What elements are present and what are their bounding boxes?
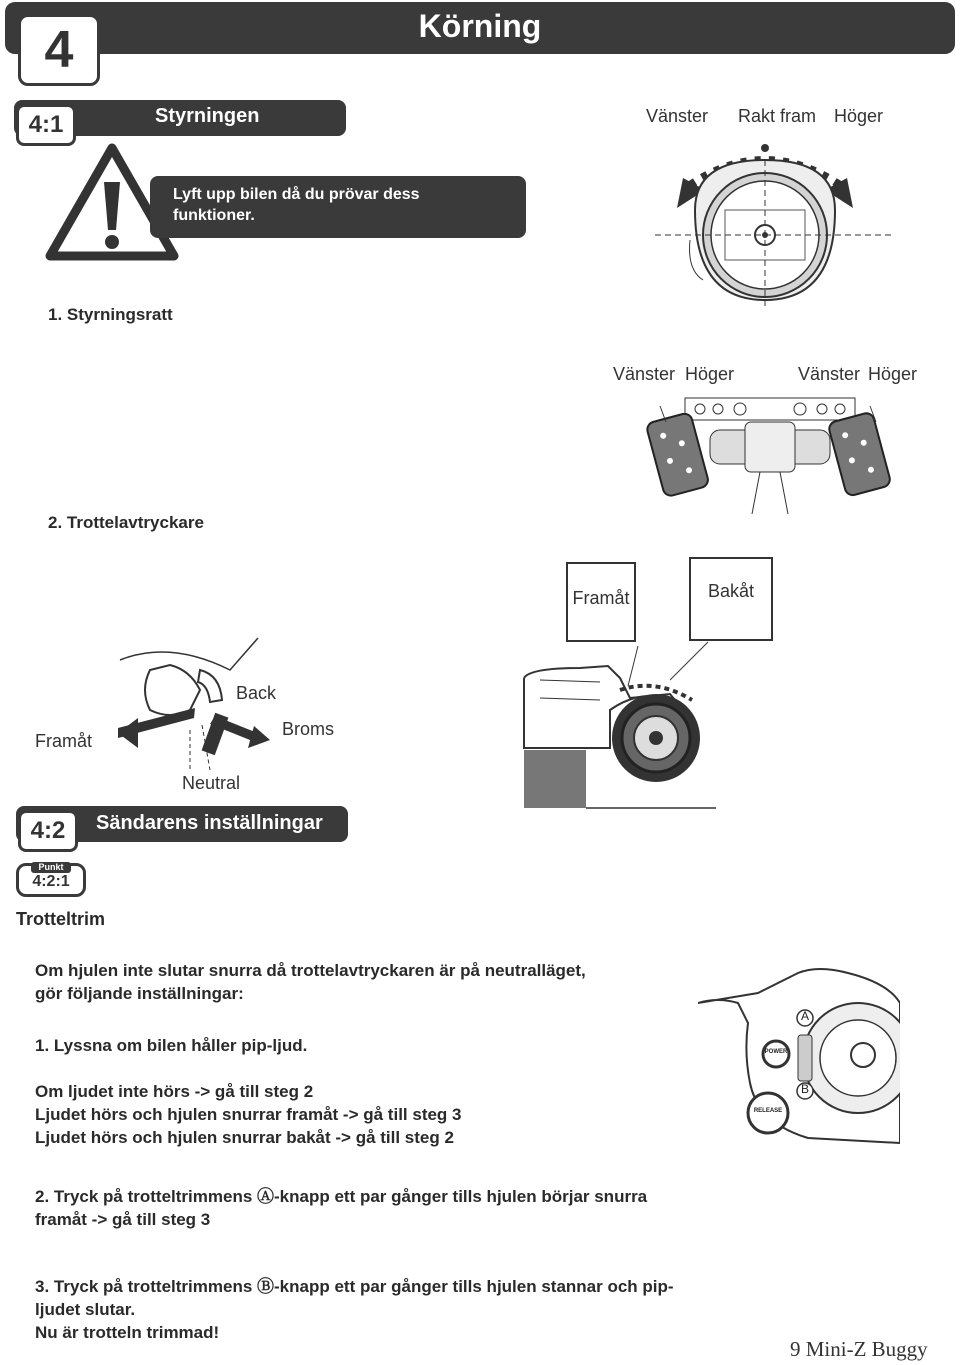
trigger-forward-label: Framåt (35, 731, 93, 751)
step-3-line-3: Nu är trotteln trimmad! (35, 1323, 220, 1342)
wheel-right-label-2: Höger (868, 364, 918, 384)
section-4-1-title: Styrningen (155, 105, 260, 127)
chapter-number: 4 (18, 14, 100, 86)
intro-line-1: Om hjulen inte slutar snurra då trottelavtryckaren är på neutralläget, (35, 961, 586, 980)
trim-a-label: A (800, 1009, 809, 1023)
point-number: 4:2:1 (32, 873, 70, 890)
release-button-label: RELEASE (753, 1108, 783, 1114)
steering-straight-label: Rakt fram (738, 106, 817, 126)
condition-3: Ljudet hörs och hjulen snurrar bakåt -> gå till steg 2 (35, 1128, 454, 1147)
warning-text: Lyft upp bilen då du prövar dess funktioner. (173, 186, 420, 224)
section-4-1-number: 4:1 (16, 104, 76, 146)
car-side-illustration (520, 638, 720, 813)
item-2-heading: 2. Trottelavtryckare (48, 513, 204, 532)
trigger-back-label: Back (236, 683, 277, 703)
trigger-brake-label: Broms (282, 719, 335, 739)
point-label: Punkt (31, 862, 71, 873)
section-4-2-number: 4:2 (18, 810, 78, 852)
condition-2: Ljudet hörs och hjulen snurrar framåt -> gå till steg 3 (35, 1105, 462, 1124)
step-2-line-1: 2. Tryck på trotteltrimmens Ⓐ-knapp ett par gånger tills hjulen börjar snurra (35, 1187, 648, 1206)
step-2-line-2: framåt -> gå till steg 3 (35, 1210, 211, 1229)
front-wheels-illustration (640, 392, 900, 514)
steering-right-label: Höger (834, 106, 884, 126)
page-title: Körning (418, 8, 542, 44)
transmitter-illustration (698, 963, 900, 1148)
steering-left-label: Vänster (646, 106, 709, 126)
trim-b-label: B (800, 1082, 809, 1096)
wheel-left-label-2: Vänster (798, 364, 861, 384)
item-1-heading: 1. Styrningsratt (48, 305, 173, 324)
power-button-label: POWER (764, 1049, 788, 1055)
steering-wheel-illustration (655, 140, 895, 310)
trotteltrim-subtitle: Trotteltrim (16, 909, 106, 929)
step-3-line-2: ljudet slutar. (35, 1300, 136, 1319)
wheel-left-label-1: Vänster (613, 364, 676, 384)
condition-1: Om ljudet inte hörs -> gå till steg 2 (35, 1082, 314, 1101)
trigger-neutral-label: Neutral (182, 773, 241, 793)
callout-forward: Framåt (566, 562, 636, 642)
step-3-line-1: 3. Tryck på trotteltrimmens Ⓑ-knapp ett par gånger tills hjulen stannar och pip- (35, 1277, 674, 1296)
page-footer: 9 Mini-Z Buggy (790, 1337, 928, 1361)
intro-line-2: gör följande inställningar: (35, 984, 244, 1003)
wheel-right-label-1: Höger (685, 364, 735, 384)
callout-backward: Bakåt (689, 557, 773, 641)
section-4-2-title: Sändarens inställningar (96, 812, 323, 834)
throttle-trigger-illustration (110, 630, 280, 770)
step-1: 1. Lyssna om bilen håller pip-ljud. (35, 1036, 308, 1055)
